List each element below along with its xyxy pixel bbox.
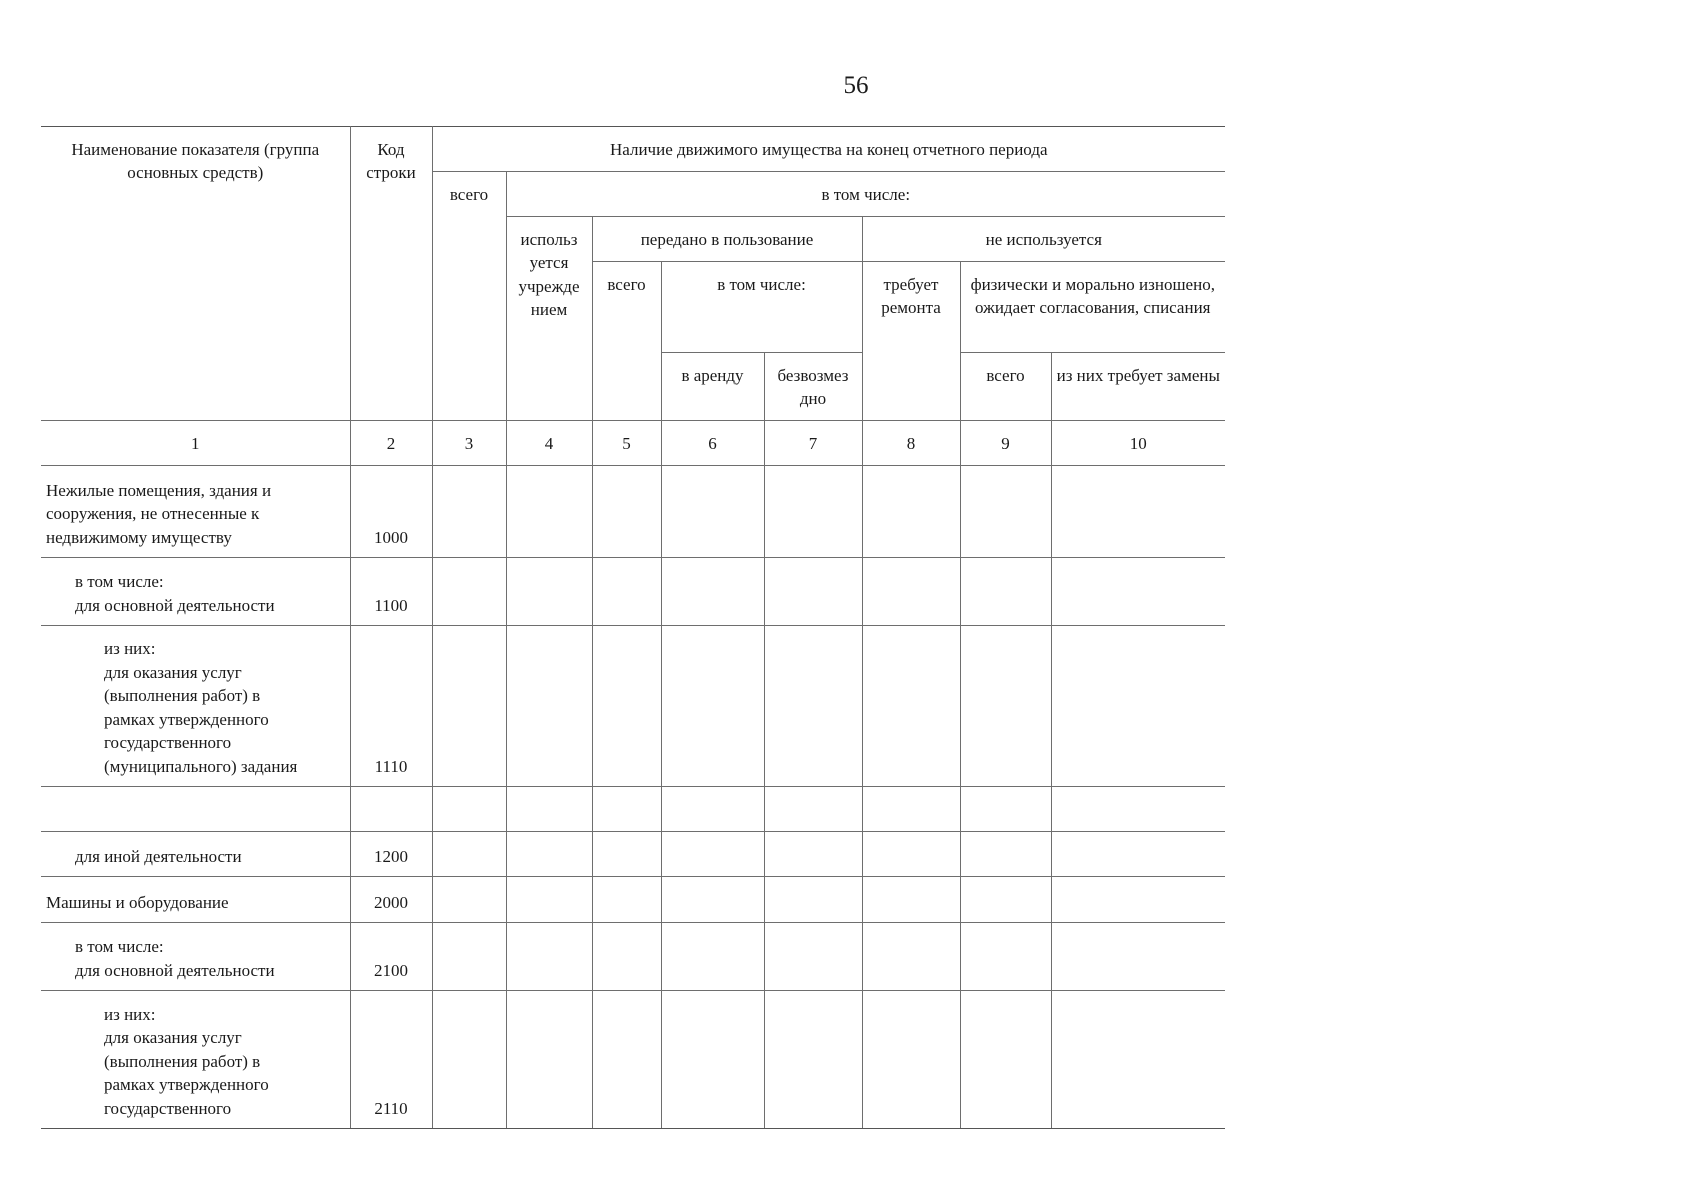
value-cell — [661, 991, 764, 1129]
value-cell — [432, 991, 506, 1129]
value-cell — [506, 832, 592, 877]
value-cell — [661, 832, 764, 877]
value-cell — [432, 558, 506, 626]
transferred-header: передано в пользование — [592, 217, 862, 262]
value-cell — [592, 991, 661, 1129]
column-number: 3 — [432, 421, 506, 466]
including-header: в том числе: — [506, 172, 1225, 217]
value-cell — [862, 991, 960, 1129]
value-cell — [764, 787, 862, 832]
indicator-name: в том числе: для основной деятельности — [41, 558, 350, 626]
value-cell — [432, 466, 506, 558]
value-cell — [862, 466, 960, 558]
table-row — [41, 787, 1225, 832]
value-cell — [960, 991, 1051, 1129]
value-cell — [764, 923, 862, 991]
value-cell — [506, 787, 592, 832]
value-cell — [764, 466, 862, 558]
value-cell — [506, 991, 592, 1129]
value-cell — [661, 466, 764, 558]
used-header: использ уется учрежде нием — [506, 217, 592, 421]
value-cell — [1051, 626, 1225, 787]
row-code: 1000 — [350, 466, 432, 558]
row-code: 1100 — [350, 558, 432, 626]
column-number: 7 — [764, 421, 862, 466]
column-numbers-row — [41, 421, 1225, 466]
value-cell — [764, 558, 862, 626]
row-code — [350, 787, 432, 832]
column-number: 5 — [592, 421, 661, 466]
value-cell — [1051, 787, 1225, 832]
value-cell — [432, 787, 506, 832]
value-cell — [661, 877, 764, 923]
needs-repair-header: требует ремонта — [862, 262, 960, 421]
value-cell — [592, 877, 661, 923]
column-number: 4 — [506, 421, 592, 466]
column-number: 8 — [862, 421, 960, 466]
value-cell — [862, 923, 960, 991]
value-cell — [960, 466, 1051, 558]
value-cell — [592, 787, 661, 832]
row-code-header: Код строки — [350, 127, 432, 421]
table-row — [41, 626, 1225, 787]
value-cell — [862, 558, 960, 626]
value-cell — [432, 626, 506, 787]
table-row — [41, 832, 1225, 877]
column-number: 2 — [350, 421, 432, 466]
value-cell — [764, 832, 862, 877]
worn-out-header: физически и морально изношено, ожидает согласования, списания — [960, 262, 1225, 353]
value-cell — [506, 877, 592, 923]
row-code: 2110 — [350, 991, 432, 1129]
indicator-name: в том числе: для основной деятельности — [41, 923, 350, 991]
value-cell — [862, 787, 960, 832]
value-cell — [1051, 991, 1225, 1129]
value-cell — [661, 923, 764, 991]
row-code: 2100 — [350, 923, 432, 991]
rent-header: в аренду — [661, 353, 764, 421]
value-cell — [1051, 466, 1225, 558]
value-cell — [862, 832, 960, 877]
table-row — [41, 558, 1225, 626]
value-cell — [960, 626, 1051, 787]
availability-header: Наличие движимого имущества на конец отчетного периода — [432, 127, 1225, 172]
value-cell — [661, 626, 764, 787]
column-number: 10 — [1051, 421, 1225, 466]
not-used-header: не используется — [862, 217, 1225, 262]
value-cell — [506, 626, 592, 787]
value-cell — [661, 558, 764, 626]
value-cell — [592, 832, 661, 877]
value-cell — [1051, 558, 1225, 626]
transferred-total-header: всего — [592, 262, 661, 421]
indicator-name — [41, 787, 350, 832]
transferred-including-header: в том числе: — [661, 262, 862, 353]
total-header: всего — [432, 172, 506, 421]
table-row — [41, 466, 1225, 558]
value-cell — [432, 923, 506, 991]
movable-property-table — [41, 126, 1225, 1129]
table-row — [41, 877, 1225, 923]
row-code: 2000 — [350, 877, 432, 923]
needs-replacement-header: из них требует замены — [1051, 353, 1225, 421]
value-cell — [506, 466, 592, 558]
value-cell — [960, 558, 1051, 626]
table-row — [41, 991, 1225, 1129]
value-cell — [592, 923, 661, 991]
row-code: 1200 — [350, 832, 432, 877]
indicator-name: из них: для оказания услуг (выполнения работ) в рамках утвержденного государственного (муниципального) задания — [41, 626, 350, 787]
value-cell — [432, 832, 506, 877]
indicator-name: Нежилые помещения, здания и сооружения, не отнесенные к недвижимому имуществу — [41, 466, 350, 558]
value-cell — [1051, 923, 1225, 991]
value-cell — [592, 466, 661, 558]
column-number: 1 — [41, 421, 350, 466]
column-number: 6 — [661, 421, 764, 466]
value-cell — [592, 626, 661, 787]
value-cell — [764, 877, 862, 923]
column-number: 9 — [960, 421, 1051, 466]
row-code: 1110 — [350, 626, 432, 787]
value-cell — [764, 626, 862, 787]
value-cell — [960, 787, 1051, 832]
value-cell — [506, 923, 592, 991]
indicator-name: из них: для оказания услуг (выполнения работ) в рамках утвержденного государственного — [41, 991, 350, 1129]
indicator-header: Наименование показателя (группа основных средств) — [41, 127, 350, 421]
value-cell — [862, 877, 960, 923]
value-cell — [592, 558, 661, 626]
value-cell — [960, 923, 1051, 991]
table-row — [41, 923, 1225, 991]
value-cell — [960, 832, 1051, 877]
value-cell — [1051, 832, 1225, 877]
indicator-name: Машины и оборудование — [41, 877, 350, 923]
value-cell — [960, 877, 1051, 923]
free-use-header: безвозмез дно — [764, 353, 862, 421]
value-cell — [764, 991, 862, 1129]
worn-total-header: всего — [960, 353, 1051, 421]
value-cell — [1051, 877, 1225, 923]
value-cell — [432, 877, 506, 923]
value-cell — [506, 558, 592, 626]
value-cell — [661, 787, 764, 832]
indicator-name: для иной деятельности — [41, 832, 350, 877]
value-cell — [862, 626, 960, 787]
page-number: 56 — [843, 72, 869, 99]
